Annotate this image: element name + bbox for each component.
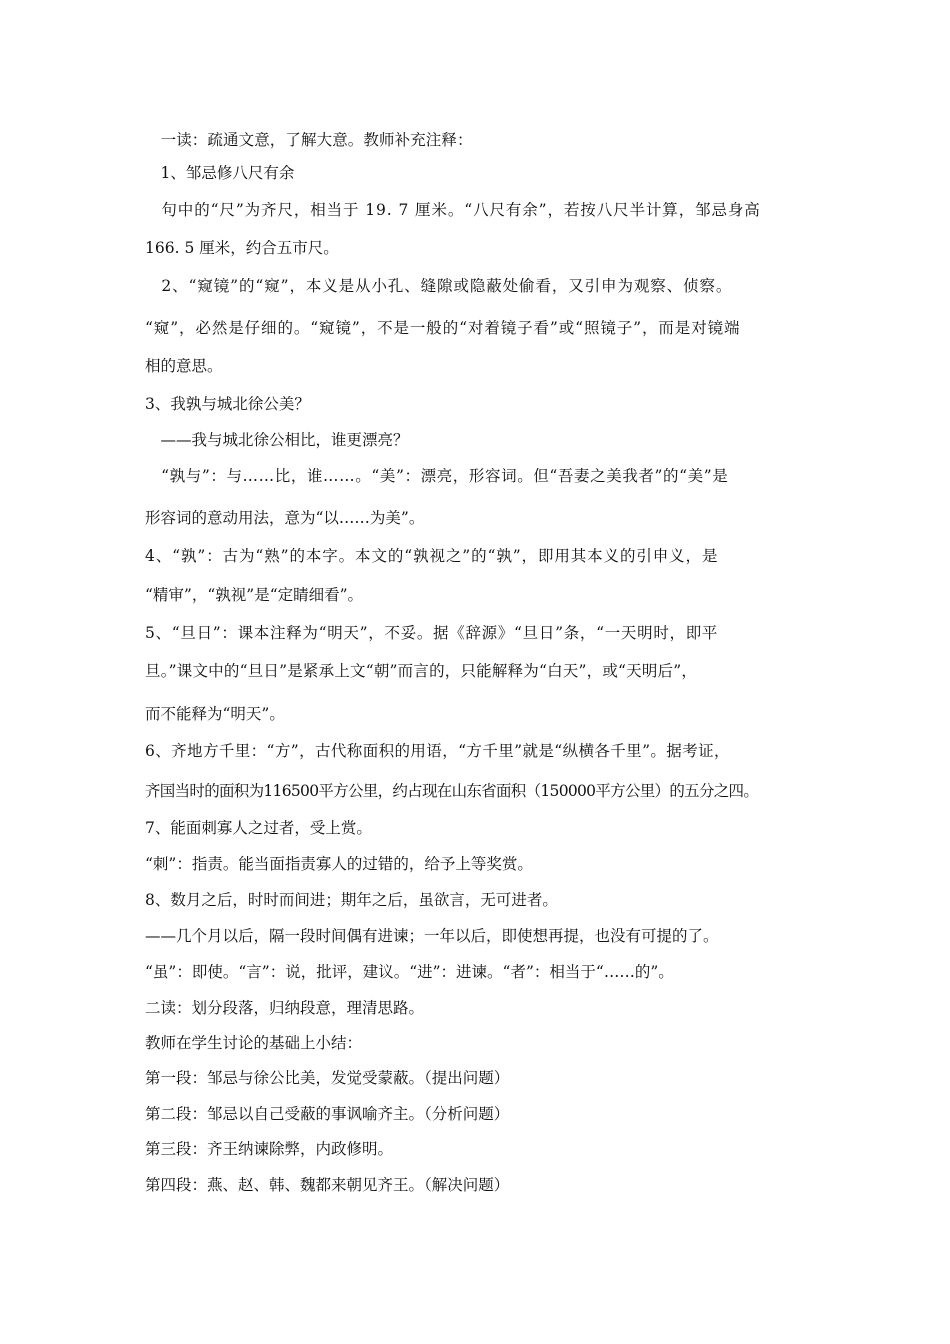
text-line: 4、“孰”：古为“熟”的本字。本文的“孰视之”的“孰”，即用其本义的引申义，是: [145, 547, 719, 565]
text-line: 教师在学生讨论的基础上小结：: [145, 1034, 363, 1052]
text-line: 6、齐地方千里：“方”，古代称面积的用语，“方千里”就是“纵横各千里”。据考证，: [145, 742, 730, 760]
text-line: 而不能释为“明天”。: [145, 705, 285, 723]
text-line: 166. 5 厘米，约合五市尺。: [145, 239, 339, 257]
text-line: 句中的“尺”为齐尺，相当于 19. 7 厘米。“八尺有余”，若按八尺半计算，邹忌身高: [145, 201, 761, 219]
text-line: 齐国当时的面积为116500平方公里，约占现在山东省面积（150000平方公里）的五分之四。: [145, 782, 759, 800]
text-line: 第三段：齐王纳谏除弊，内政修明。: [145, 1140, 394, 1158]
text-line: 1、邹忌修八尺有余: [145, 164, 295, 182]
text-line: 二读：划分段落，归纳段意，理清思路。: [145, 999, 425, 1017]
text-line: “刺”：指责。能当面指责寡人的过错的，给予上等奖赏。: [145, 855, 533, 873]
text-line: 相的意思。: [145, 357, 223, 375]
text-line: ——我与城北徐公相比，谁更漂亮？: [145, 431, 409, 449]
text-line: 2、“窥镜”的“窥”，本义是从小孔、缝隙或隐蔽处偷看，又引申为观察、侦察。: [145, 277, 733, 295]
text-line: ——几个月以后，隔一段时间偶有进谏；一年以后，即使想再提，也没有可提的了。: [145, 927, 719, 945]
text-line: “窥”，必然是仔细的。“窥镜”，不是一般的“对着镜子看”或“照镜子”，而是对镜端: [145, 319, 741, 337]
text-line: 第四段：燕、赵、韩、魏都来朝见齐王。（解决问题）: [145, 1176, 510, 1194]
text-line: 一读：疏通文意，了解大意。教师补充注释：: [145, 131, 473, 149]
text-line: “精审”，“孰视”是“定睛细看”。: [145, 586, 364, 604]
text-line: “孰与”：与……比，谁……。“美”：漂亮，形容词。但“吾妻之美我者”的“美”是: [145, 467, 729, 485]
text-line: 5、“旦日”：课本注释为“明天”，不妥。据《辞源》“旦日”条，“一天明时，即平: [145, 624, 719, 642]
text-line: 第二段：邹忌以自己受蔽的事讽喻齐主。（分析问题）: [145, 1105, 510, 1123]
text-line: 旦。”课文中的“旦日”是紧承上文“朝”而言的，只能解释为“白天”，或“天明后”，: [145, 662, 698, 680]
text-line: 3、我孰与城北徐公美？: [145, 395, 310, 413]
text-line: 形容词的意动用法，意为“以……为美”。: [145, 509, 425, 527]
text-line: 第一段：邹忌与徐公比美，发觉受蒙蔽。（提出问题）: [145, 1069, 510, 1087]
text-line: 7、能面刺寡人之过者，受上赏。: [145, 819, 372, 837]
text-line: “虽”：即使。“言”：说，批评，建议。“进”：进谏。“者”：相当于“……的”。: [145, 963, 674, 981]
text-line: 8、数月之后，时时而间进；期年之后，虽欲言，无可进者。: [145, 891, 558, 909]
